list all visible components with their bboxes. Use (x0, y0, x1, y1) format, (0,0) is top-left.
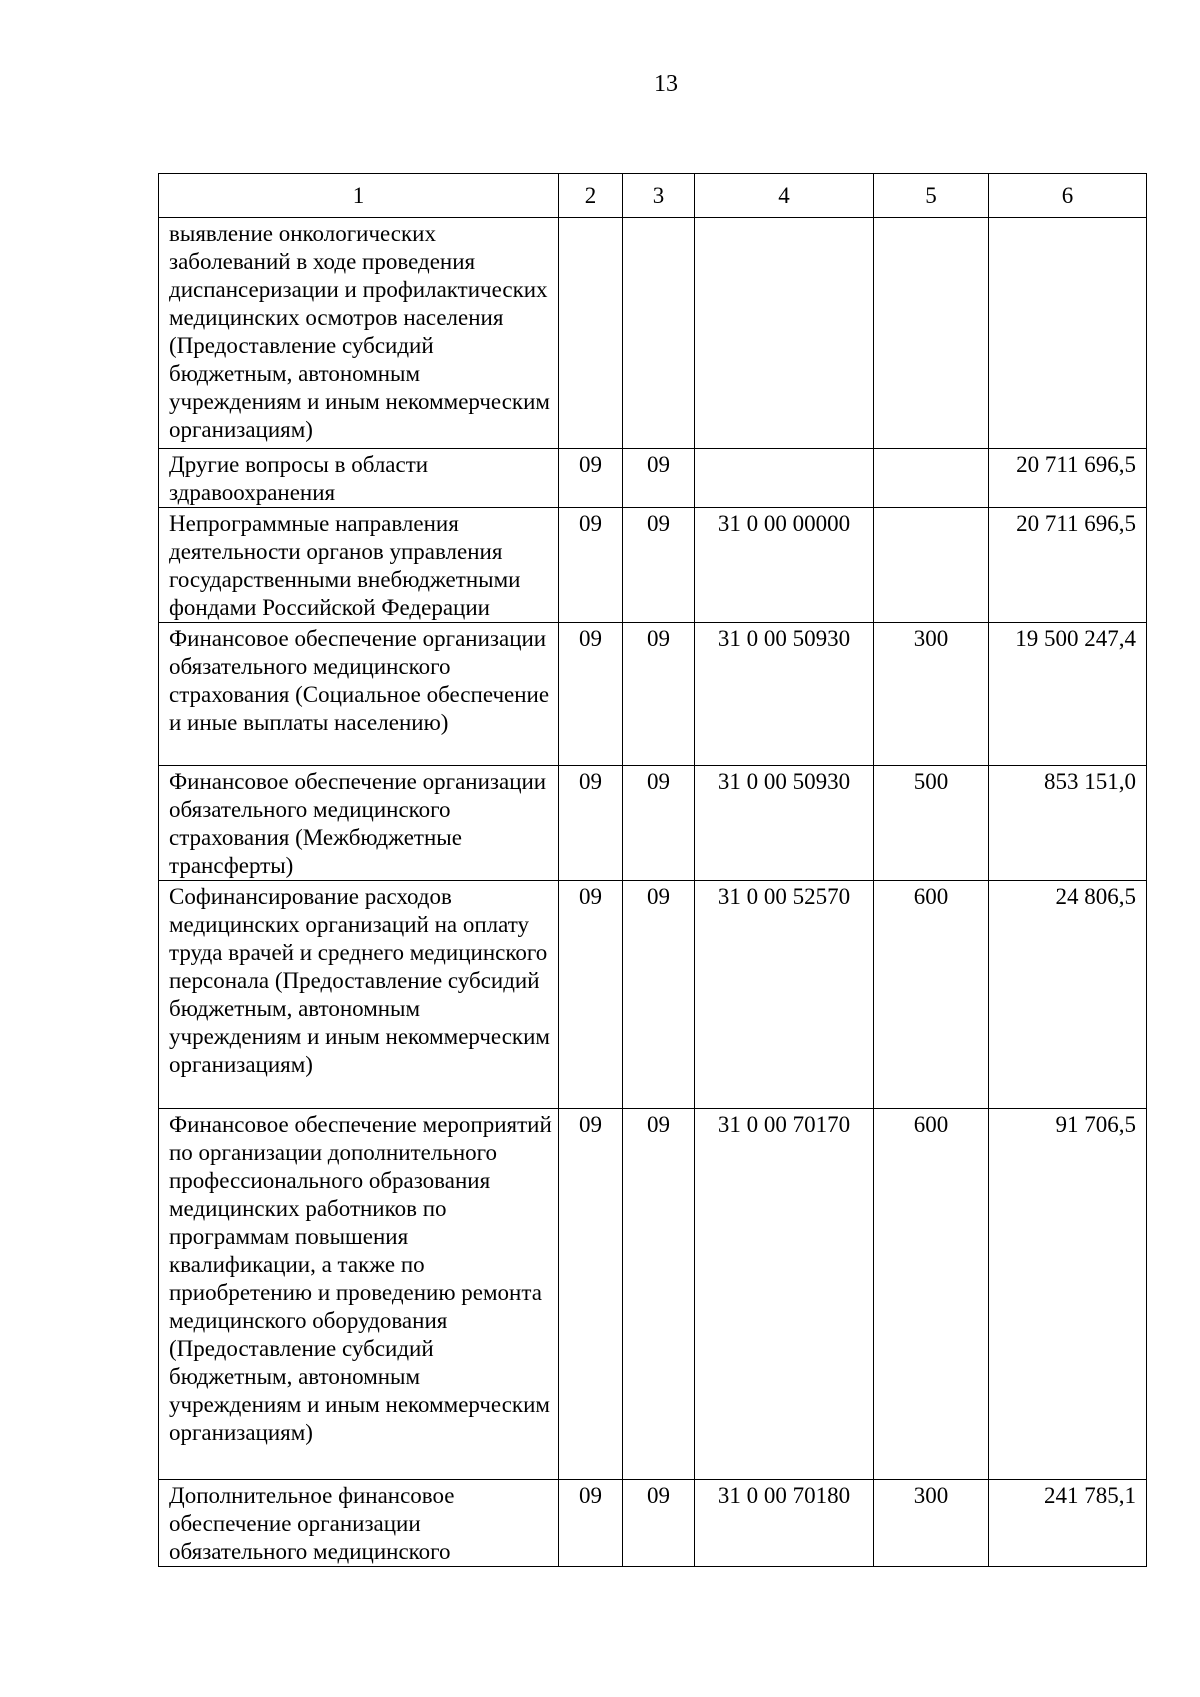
row-name: Софинансирование расходов медицинских организаций на оплату труда врачей и среднего медицинского персонала (Предоставление субсидий бюджетным, автономным учреждениям и иным некоммерческим организациям) (159, 881, 559, 1109)
row-vr (874, 218, 989, 449)
row-rz: 09 (559, 449, 623, 508)
row-pr: 09 (623, 449, 695, 508)
row-name: Дополнительное финансовое обеспечение организации обязательного медицинского (159, 1480, 559, 1567)
header-cell: 5 (874, 174, 989, 218)
row-pr: 09 (623, 508, 695, 623)
row-pr: 09 (623, 1109, 695, 1480)
row-csr: 31 0 00 50930 (695, 766, 874, 881)
row-pr: 09 (623, 881, 695, 1109)
row-rz: 09 (559, 1109, 623, 1480)
row-vr: 600 (874, 881, 989, 1109)
row-amount: 241 785,1 (989, 1480, 1147, 1567)
table-row (159, 881, 1147, 1109)
row-vr: 300 (874, 1480, 989, 1567)
row-rz: 09 (559, 508, 623, 623)
row-name: Финансовое обеспечение организации обязательного медицинского страхования (Социальное обеспечение и иные выплаты населению) (159, 623, 559, 766)
header-cell: 1 (159, 174, 559, 218)
table-row (159, 766, 1147, 881)
table-row (159, 1109, 1147, 1480)
row-vr (874, 449, 989, 508)
row-pr: 09 (623, 766, 695, 881)
budget-table (158, 173, 1147, 1567)
row-csr (695, 449, 874, 508)
header-cell: 2 (559, 174, 623, 218)
row-csr: 31 0 00 70170 (695, 1109, 874, 1480)
row-vr (874, 508, 989, 623)
row-vr: 600 (874, 1109, 989, 1480)
row-amount: 19 500 247,4 (989, 623, 1147, 766)
row-csr: 31 0 00 50930 (695, 623, 874, 766)
row-csr (695, 218, 874, 449)
row-csr: 31 0 00 52570 (695, 881, 874, 1109)
row-amount: 853 151,0 (989, 766, 1147, 881)
page-number: 13 (654, 71, 678, 97)
table-row (159, 508, 1147, 623)
row-csr: 31 0 00 70180 (695, 1480, 874, 1567)
row-rz: 09 (559, 881, 623, 1109)
row-pr: 09 (623, 623, 695, 766)
row-amount: 24 806,5 (989, 881, 1147, 1109)
row-amount: 20 711 696,5 (989, 449, 1147, 508)
row-amount (989, 218, 1147, 449)
row-rz: 09 (559, 623, 623, 766)
table-row (159, 218, 1147, 449)
row-pr (623, 218, 695, 449)
header-cell: 6 (989, 174, 1147, 218)
header-cell: 3 (623, 174, 695, 218)
table-row (159, 623, 1147, 766)
table-row (159, 449, 1147, 508)
header-row (159, 174, 1147, 218)
table-row (159, 1480, 1147, 1567)
row-amount: 91 706,5 (989, 1109, 1147, 1480)
row-name: выявление онкологических заболеваний в ходе проведения диспансеризации и профилактических медицинских осмотров населения (Предоставление субсидий бюджетным, автономным учреждениям и иным некоммерческим организациям) (159, 218, 559, 449)
row-rz: 09 (559, 766, 623, 881)
header-cell: 4 (695, 174, 874, 218)
row-amount: 20 711 696,5 (989, 508, 1147, 623)
row-csr: 31 0 00 00000 (695, 508, 874, 623)
row-name: Другие вопросы в области здравоохранения (159, 449, 559, 508)
row-pr: 09 (623, 1480, 695, 1567)
row-vr: 500 (874, 766, 989, 881)
row-name: Финансовое обеспечение организации обязательного медицинского страхования (Межбюджетные трансферты) (159, 766, 559, 881)
row-rz (559, 218, 623, 449)
row-rz: 09 (559, 1480, 623, 1567)
row-name: Непрограммные направления деятельности органов управления государственными внебюджетными фондами Российской Федерации (159, 508, 559, 623)
row-name: Финансовое обеспечение мероприятий по организации дополнительного профессионального образования медицинских работников по программам повышения квалификации, а также по приобретению и проведению ремонта медицинского оборудования (Предоставление субсидий бюджетным, автономным учреждениям и иным некоммерческим организациям) (159, 1109, 559, 1480)
row-vr: 300 (874, 623, 989, 766)
